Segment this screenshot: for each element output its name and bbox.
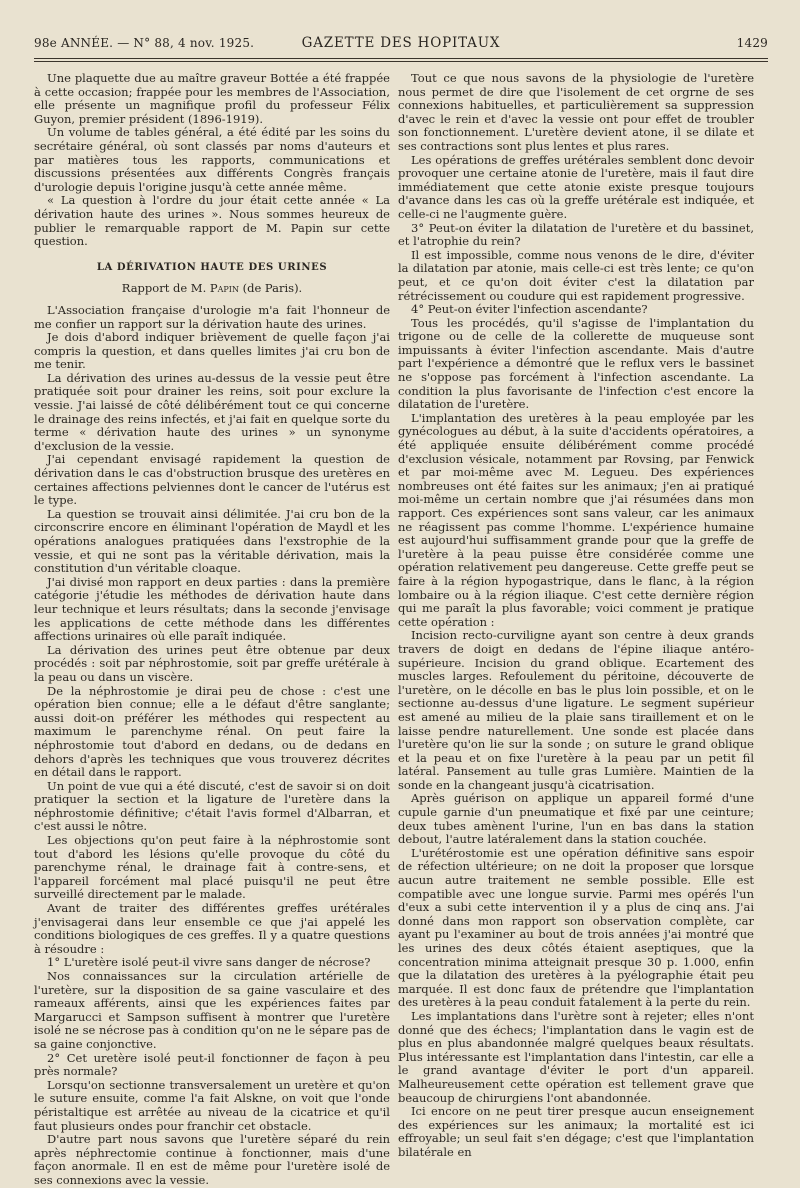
- byline-suffix: (de Paris).: [242, 281, 303, 296]
- intro-paragraphs: [34, 72, 390, 249]
- paragraph: La question se trouvait ainsi délimitée. J'ai cru bon de la circonscrire encore en éliminant l'opération de Maydl et les opérations analogues pratiquées dans l'exstrophie de la vessie, et qui ne sont pas la véritable dérivation, mais la constitution d'un véritable cloaque.: [34, 506, 390, 576]
- paragraph: La dérivation des urines peut être obtenue par deux procédés : soit par néphrostomie, soit par greffe urétérale à la peau ou dans un viscère.: [34, 642, 390, 684]
- paragraph: Ici encore on ne peut tirer presque aucun enseignement des expériences sur les animaux; la mortalité est ici effroyable; un seul fait s'en dégage; c'est que l'implantation bilatérale en: [398, 1104, 754, 1159]
- left-column: [34, 71, 390, 1187]
- report-continuation: [398, 72, 754, 1160]
- right-column: [398, 71, 754, 1159]
- report-paragraphs: [34, 304, 390, 1188]
- paragraph: La dérivation des urines au-dessus de la vessie peut être pratiquée soit pour drainer les reins, soit pour exclure la vessie. J'ai laissé de côté délibérément tout ce qui concerne le drainage des reins infectés, et j'ai fait en quelque sorte du terme « dérivation haute des urines » un synonyme d'exclusion de la vessie.: [34, 370, 390, 453]
- paragraph: Un volume de tables général, a été édité par les soins du secrétaire général, où sont classés par noms d'auteurs et par matières tous les rapports, communications et discussions présentées aux différents Congrès français d'urologie depuis l'origine jusqu'à cette année même.: [34, 125, 390, 194]
- paragraph: « La question à l'ordre du jour était cette année « La dérivation haute des urines ». Nous sommes heureux de publier le remarquable rapport de M. Papin sur cette question.: [34, 193, 390, 249]
- paragraph: L'urétérostomie est une opération définitive sans espoir de réfection ultérieure; on ne doit la proposer que lorsque aucun autre traitement ne semble possible. Elle est compatible avec une longue survie. Parmi mes opérés l'un d'eux a subi cette intervention il y a plus de cinq ans. J'ai donné dans mon rapport son observation complète, car ayant pu l'examiner au bout de trois années j'ai montré que les urines des deux côtés étaient aseptiques, que la concentration minima atteignait presque 30 p. 1.000, enfin que la dilatation des uretères à la pyélographie était peu marquée. Il est donc faux de prétendre que l'implantation des uretères à la peau conduit fatalement à la perte du rein.: [398, 845, 754, 1010]
- paragraph: Une plaquette due au maître graveur Bottée a été frappée à cette occasion; frappée pour les membres de l'Association, elle présente un magnifique profil du professeur Félix Guyon, premier président (1896-1919).: [34, 71, 390, 126]
- paragraph: Je dois d'abord indiquer brièvement de quelle façon j'ai compris la question, et dans quelles limites j'ai cru bon de me tenir.: [34, 330, 390, 372]
- author-name: Papin: [209, 281, 239, 296]
- section-title: LA DÉRIVATION HAUTE DES URINES: [96, 261, 328, 273]
- paragraph: Les opérations de greffes urétérales semblent donc devoir provoquer une certaine atonie de l'uretère, mais il faut dire immédiatement que cette atonie existe presque toujours d'avance dans les cas où la greffe urétérale est indiquée, et celle-ci ne l'augmente guère.: [398, 152, 754, 221]
- header-rule-top: [34, 58, 768, 59]
- paragraph: Les implantations dans l'urètre sont à rejeter; elles n'ont donné que des échecs; l'implantation dans le vagin est de plus en plus abandonnée malgré quelques beaux résultats. Plus intéressante est l'implantation dans l'intestin, car elle a le grand avantage d'éviter le port d'un appareil. Malheureusement cette opération est tellement grave que beaucoup de chirurgiens l'ont abandonnée.: [398, 1008, 754, 1105]
- paragraph: J'ai divisé mon rapport en deux parties : dans la première catégorie j'étudie les méthodes de dérivation haute dans leur technique et leurs résultats; dans la seconde j'envisage les applications de cette méthode dans les différentes affections urinaires où elle paraît indiquée.: [34, 574, 390, 644]
- paragraph: De la néphrostomie je dirai peu de chose : c'est une opération bien connue; elle a le défaut d'être sanglante; aussi doit-on préférer les méthodes qui respectent au maximum le parenchyme rénal. On peut faire la néphrostomie tout d'abord en dedans, ou de dedans en dehors d'après les techniques que vous trouverez décrites en détail dans le rapport.: [34, 683, 390, 780]
- paragraph: Avant de traiter des différentes greffes urétérales j'envisagerai dans leur ensemble ce que j'ai appelé les conditions biologiques de ces greffes. Il y a quatre questions à résoudre :: [34, 901, 390, 956]
- paragraph: 1° L'uretère isolé peut-il vivre sans danger de nécrose?: [47, 955, 371, 970]
- paragraph: 3° Peut-on éviter la dilatation de l'uretère et du bassinet, et l'atrophie du rein?: [398, 220, 754, 249]
- paragraph: Tout ce que nous savons de la physiologie de l'uretère nous permet de dire que l'isolement de cet orgrne de ses connexions habituelles, et particulièrement sa suppression d'avec le rein et d'avec la vessie ont pour effet de troubler son fonctionnement. L'uretère devient atone, il se dilate et ses contractions sont plus lentes et plus rares.: [398, 71, 754, 153]
- paragraph: L'Association française d'urologie m'a fait l'honneur de me confier un rapport sur la dérivation haute des urines.: [34, 302, 390, 331]
- report-byline: [34, 282, 390, 296]
- byline-prefix: Rapport de M.: [121, 281, 207, 296]
- paragraph: Après guérison on applique un appareil formé d'une cupule garnie d'un pneumatique et fixé par une ceinture; deux tubes amènent l'urine, l'un en bas dans la station debout, l'autre latéralement dans la station couchée.: [398, 791, 754, 847]
- paragraph: D'autre part nous savons que l'uretère séparé du rein après néphrectomie continue à fonctionner, mais d'une façon anormale. Il en est de même pour l'uretère isolé de ses connexions avec la vessie.: [34, 1132, 390, 1187]
- header-rule-bottom: [34, 61, 768, 62]
- paragraph: Nos connaissances sur la circulation artérielle de l'uretère, sur la disposition de sa gaine vasculaire et des rameaux afférents, ainsi que les expériences faites par Margarucci et Sampson suffisent à montrer que l'uretère isolé ne se nécrose pas à condition qu'on ne le sépare pas de sa gaine conjonctive.: [34, 969, 390, 1051]
- paragraph: 4° Peut-on éviter l'infection ascendante?: [411, 302, 648, 317]
- paragraph: L'implantation des uretères à la peau employée par les gynécologues au début, à la suite d'accidents opératoires, a été appliquée ensuite délibérément comme procédé d'exclusion vésicale, notamment par Rovsing, par Fenwick et par moi-même avec M. Legueu. Des expériences nombreuses ont été faites sur les animaux; j'en ai pratiqué moi-même un certain nombre que j'ai résumées dans mon rapport. Ces expériences sont sans valeur, car les animaux ne réagissent pas comme l'homme. L'expérience humaine est aujourd'hui suffisamment grande pour que la greffe de l'uretère à la peau puisse être considérée comme une opération relativement peu dangereuse. Cette greffe peut se faire à la région hypogastrique, dans le flanc, à la région lombaire ou à la région iliaque. C'est cette dernière région qui me paraît la plus favorable; voici comment je pratique cette opération :: [398, 410, 754, 629]
- paragraph: Un point de vue qui a été discuté, c'est de savoir si on doit pratiquer la section et la ligature de l'uretère dans la néphrostomie définitive; c'était l'avis formel d'Albarran, et c'est aussi le nôtre.: [34, 778, 390, 834]
- publication-title: GAZETTE DES HOPITAUX: [301, 35, 501, 51]
- paragraph: Il est impossible, comme nous venons de le dire, d'éviter la dilatation par atonie, mais celle-ci est très lente; ce qu'on peut, et ce qu'on doit éviter c'est la dilatation par rétrécissement ou coudure qui est rapidement progressive.: [398, 247, 754, 303]
- paragraph: 2° Cet uretère isolé peut-il fonctionner de façon à peu près normale?: [34, 1050, 390, 1079]
- paragraph: Lorsqu'on sectionne transversalement un uretère et qu'on le suture ensuite, comme l'a fait Alskne, on voit que l'onde péristaltique est arrêtée au niveau de la cicatrice et qu'il faut plusieurs ondes pour franchir cet obstacle.: [34, 1077, 390, 1133]
- paragraph: J'ai cependant envisagé rapidement la question de dérivation dans le cas d'obstruction brusque des uretères en certaines affections pelviennes dont le cancer de l'utérus est le type.: [34, 452, 390, 508]
- paragraph: Tous les procédés, qu'il s'agisse de l'implantation du trigone ou de celle de la collerette de muqueuse sont impuissants à éviter l'infection ascendante. Mais d'autre part l'expérience a démontré que le reflux vers le bassinet ne s'oppose pas forcément à l'infection ascendante. La condition la plus favorisante de l'infection c'est encore la dilatation de l'uretère.: [398, 315, 754, 412]
- paragraph: Les objections qu'on peut faire à la néphrostomie sont tout d'abord les lésions qu'elle provoque du côté du parenchyme rénal, le drainage fait à contre-sens, et l'appareil forcément mal placé puisqu'il ne peut être surveillé directement par le malade.: [34, 833, 390, 902]
- page-number: 1429: [736, 36, 768, 50]
- paragraph: Incision recto-curviligne ayant son centre à deux grands travers de doigt en dedans de l'épine iliaque antéro-supérieure. Incision du grand oblique. Ecartement des muscles larges. Refoulement du péritoine, découverte de l'uretère, on le décolle en bas le plus loin possible, et on le sectionne au-dessus d'une ligature. Le segment supérieur est amené au milieu de la plaie sans tiraillement et on le laisse pendre naturellement. Une sonde est placée dans l'uretère qu'on lie sur la sonde ; on suture le grand oblique et la peau et on fixe l'uretère à la peau par un petit fil latéral. Pansement au tulle gras Lumière. Maintien de la sonde en la changeant jusqu'à cicatrisation.: [398, 628, 754, 792]
- page-header: [34, 32, 768, 54]
- issue-info: 98e ANNÉE. — N° 88, 4 nov. 1925.: [34, 36, 255, 50]
